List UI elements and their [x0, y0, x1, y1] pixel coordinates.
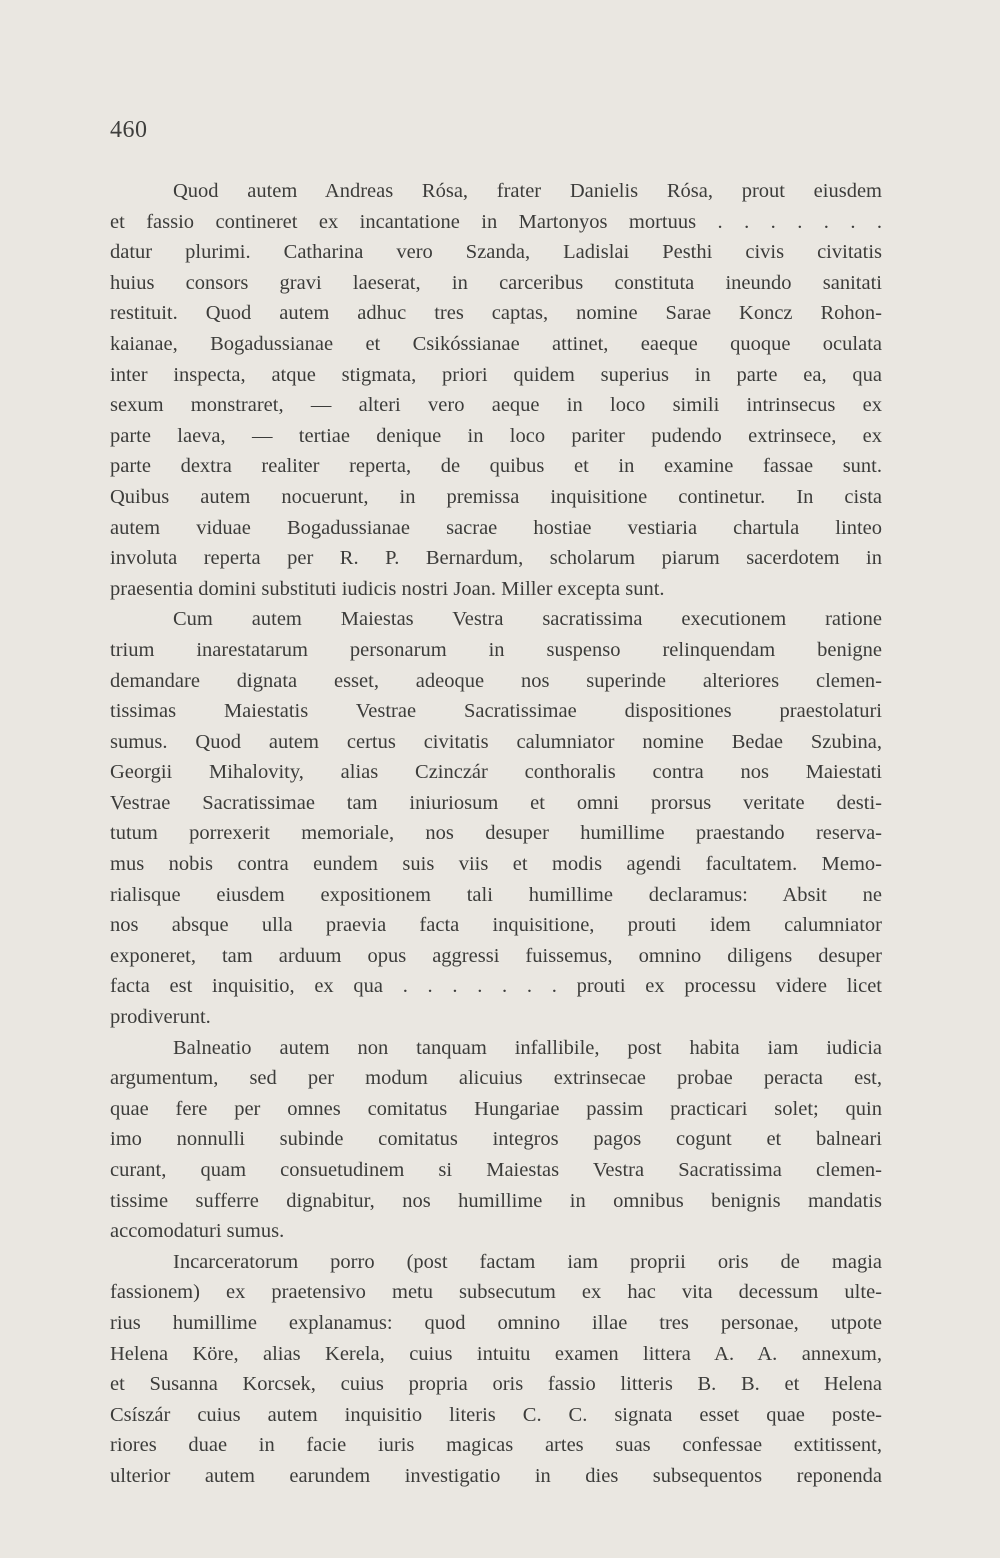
text-line: Incarceratorum porro (post factam iam proprii oris de magia — [173, 1250, 882, 1273]
text-line: rius humillime explanamus: quod omnino illae tres personae, utpote — [110, 1311, 882, 1334]
text-line: argumentum, sed per modum alicuius extrinsecae probae peracta est, — [110, 1067, 882, 1090]
text-line: sexum monstraret, — alteri vero aeque in loco simili intrinsecus ex — [110, 394, 882, 417]
text-line: quae fere per omnes comitatus Hungariae passim practicari solet; quin — [110, 1097, 882, 1120]
text-line: curant, quam consuetudinem si Maiestas Vestra Sacratissima clemen- — [110, 1159, 882, 1181]
text-line: nos absque ulla praevia facta inquisitione, prouti idem calumniator — [110, 914, 882, 937]
text-line: tissime sufferre dignabitur, nos humillime in omnibus benignis mandatis — [110, 1189, 882, 1212]
text-line: Georgii Mihalovity, alias Czinczár conthoralis contra nos Maiestati — [110, 761, 882, 784]
text-line: sumus. Quod autem certus civitatis calumniator nomine Bedae Szubina, — [110, 730, 882, 753]
body-text — [110, 176, 882, 1492]
text-line: Csíszár cuius autem inquisitio literis C. C. signata esset quae poste- — [110, 1403, 882, 1426]
text-line: riores duae in facie iuris magicas artes suas confessae extitissent, — [110, 1434, 882, 1457]
text-line: kaianae, Bogadussianae et Csikóssianae attinet, eaeque quoque oculata — [110, 332, 882, 355]
text-line: facta est inquisitio, ex qua . . . . . . . prouti ex processu videre licet — [110, 975, 882, 998]
text-line: mus nobis contra eundem suis viis et modis agendi facultatem. Memo- — [110, 853, 882, 876]
text-line: prodiverunt. — [110, 1006, 211, 1029]
text-line: autem viduae Bogadussianae sacrae hostiae vestiaria chartula linteo — [110, 516, 882, 539]
text-line: accomodaturi sumus. — [110, 1220, 285, 1243]
text-line: Vestrae Sacratissimae tam iniuriosum et omni prorsus veritate desti- — [110, 791, 882, 814]
text-line: tissimas Maiestatis Vestrae Sacratissimae dispositiones praestolaturi — [110, 700, 882, 723]
text-line: huius consors gravi laeserat, in carceribus constituta ineundo sanitati — [110, 271, 882, 294]
text-line: et Susanna Korcsek, cuius propria oris fassio litteris B. B. et Helena — [110, 1373, 882, 1396]
text-line: Helena Köre, alias Kerela, cuius intuitu examen littera A. A. annexum, — [110, 1342, 882, 1365]
text-line: imo nonnulli subinde comitatus integros pagos cogunt et balneari — [110, 1128, 882, 1151]
text-line: restituit. Quod autem adhuc tres captas, nomine Sarae Koncz Rohon- — [110, 302, 882, 325]
text-line: ulterior autem earundem investigatio in dies subsequentos reponenda — [110, 1464, 882, 1487]
text-line: tutum porrexerit memoriale, nos desuper humillime praestando reserva- — [110, 822, 882, 845]
text-line: praesentia domini substituti iudicis nostri Joan. Miller excepta sunt. — [110, 577, 665, 600]
text-line: fassionem) ex praetensivo metu subsecutum ex hac vita decessum ulte- — [110, 1281, 882, 1304]
text-line: Quod autem Andreas Rósa, frater Danielis Rósa, prout eiusdem — [173, 180, 882, 202]
text-line: parte dextra realiter reperta, de quibus et in examine fassae sunt. — [110, 455, 882, 478]
text-line: involuta reperta per R. P. Bernardum, scholarum piarum sacerdotem in — [110, 547, 882, 570]
page-number: 460 — [110, 117, 148, 143]
text-line: Balneatio autem non tanquam infallibile, post habita iam iudicia — [173, 1036, 882, 1059]
text-line: et fassio contineret ex incantatione in Martonyos mortuus . . . . . . . — [110, 210, 882, 233]
text-line: Cum autem Maiestas Vestra sacratissima executionem ratione — [173, 608, 882, 631]
text-line: trium inarestatarum personarum in suspenso relinquendam benigne — [110, 638, 882, 661]
text-line: demandare dignata esset, adeoque nos superinde alteriores clemen- — [110, 669, 882, 692]
text-line: inter inspecta, atque stigmata, priori quidem superius in parte ea, qua — [110, 363, 882, 386]
text-line: datur plurimi. Catharina vero Szanda, Ladislai Pesthi civis civitatis — [110, 241, 882, 264]
text-line: rialisque eiusdem expositionem tali humillime declaramus: Absit ne — [110, 883, 882, 906]
text-line: Quibus autem nocuerunt, in premissa inquisitione continetur. In cista — [110, 485, 882, 508]
text-line: parte laeva, — tertiae denique in loco pariter pudendo extrinsece, ex — [110, 424, 882, 447]
text-line: exponeret, tam arduum opus aggressi fuissemus, omnino diligens desuper — [110, 944, 882, 967]
